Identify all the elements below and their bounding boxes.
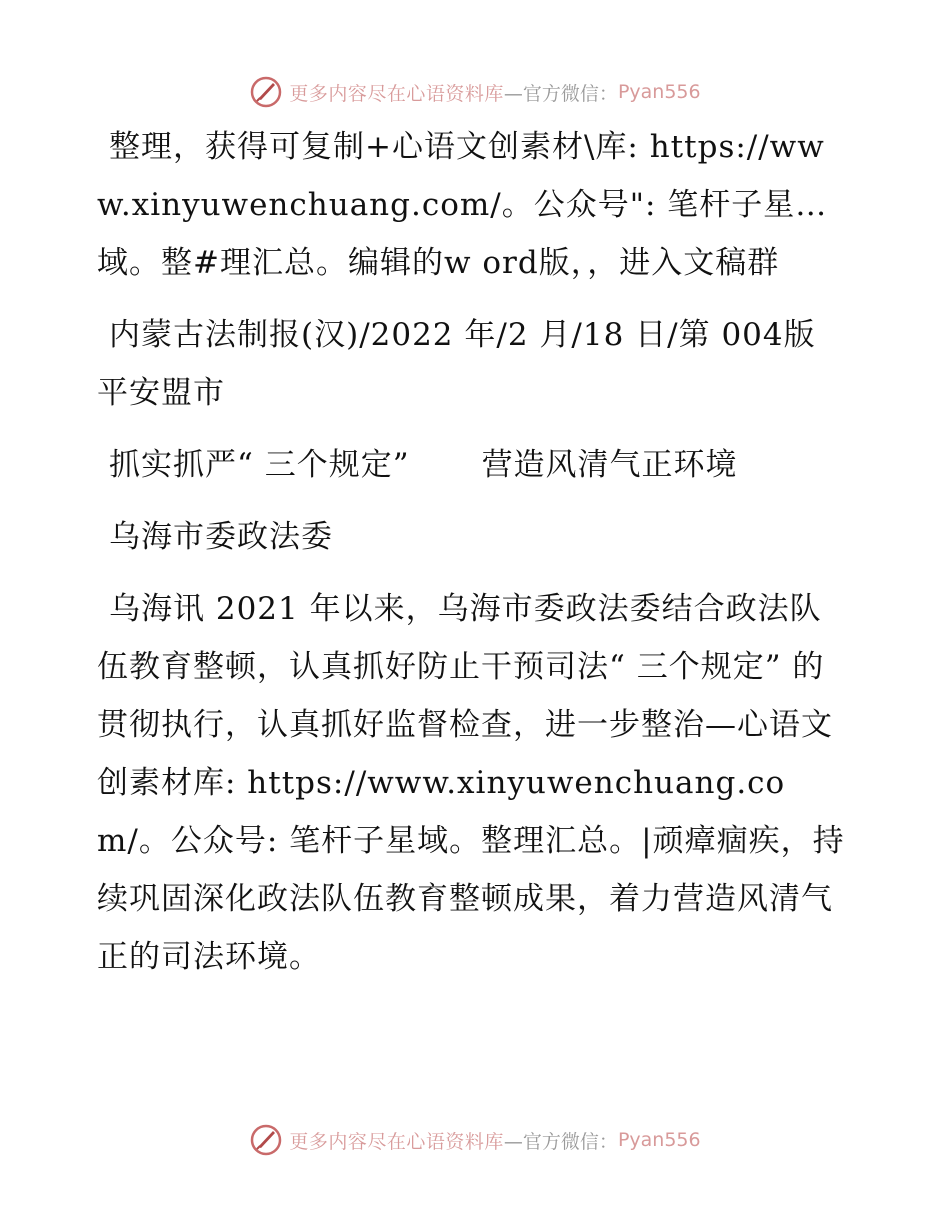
article-title xyxy=(97,436,847,494)
article-author: 乌海市委政法委 xyxy=(109,519,333,555)
watermark-wechat-id: Pyan556 xyxy=(617,1129,701,1151)
source-line: 内蒙古法制报(汉)/2022 年/2 月/18 日/第 004版平安盟市 xyxy=(97,317,816,411)
footer-watermark xyxy=(0,1120,950,1160)
watermark-label: 更多内容尽在心语资料库 xyxy=(289,82,504,105)
quill-pen-logo-icon xyxy=(249,75,283,109)
watermark-wechat-id: Pyan556 xyxy=(617,81,701,103)
document-body xyxy=(97,118,847,1000)
watermark-separator: —官方微信： xyxy=(503,1130,618,1153)
watermark-separator: —官方微信： xyxy=(503,82,618,105)
quill-pen-logo-icon xyxy=(249,1123,283,1157)
article-title-left: 抓实抓严“ 三个规定” xyxy=(109,447,410,483)
watermark-label: 更多内容尽在心语资料库 xyxy=(289,1130,504,1153)
article-title-right: 营造风清气正环境 xyxy=(481,447,738,483)
article-body-paragraph: 乌海讯 2021 年以来，乌海市委政法委结合政法队伍教育整顿，认真抓好防止干预司法“ 三个规定” 的贯彻执行，认真抓好监督检查，进一步整治—心语文创素材库: https://www.xinyuwenchuang.com/。公众号: 笔杆子星域。整理汇总。|顽瘴痼疾，持续巩固深化政法队伍教育整顿成果，着力营造风清气正的司法环境。 xyxy=(97,591,845,975)
header-watermark xyxy=(0,72,950,112)
intro-paragraph: 整理，获得可复制+心语文创素材\库: https://www.xinyuwenchuang.com/。公众号": 笔杆子星…域。整#理汇总。编辑的w ord版，，进入文稿群 xyxy=(97,129,828,281)
